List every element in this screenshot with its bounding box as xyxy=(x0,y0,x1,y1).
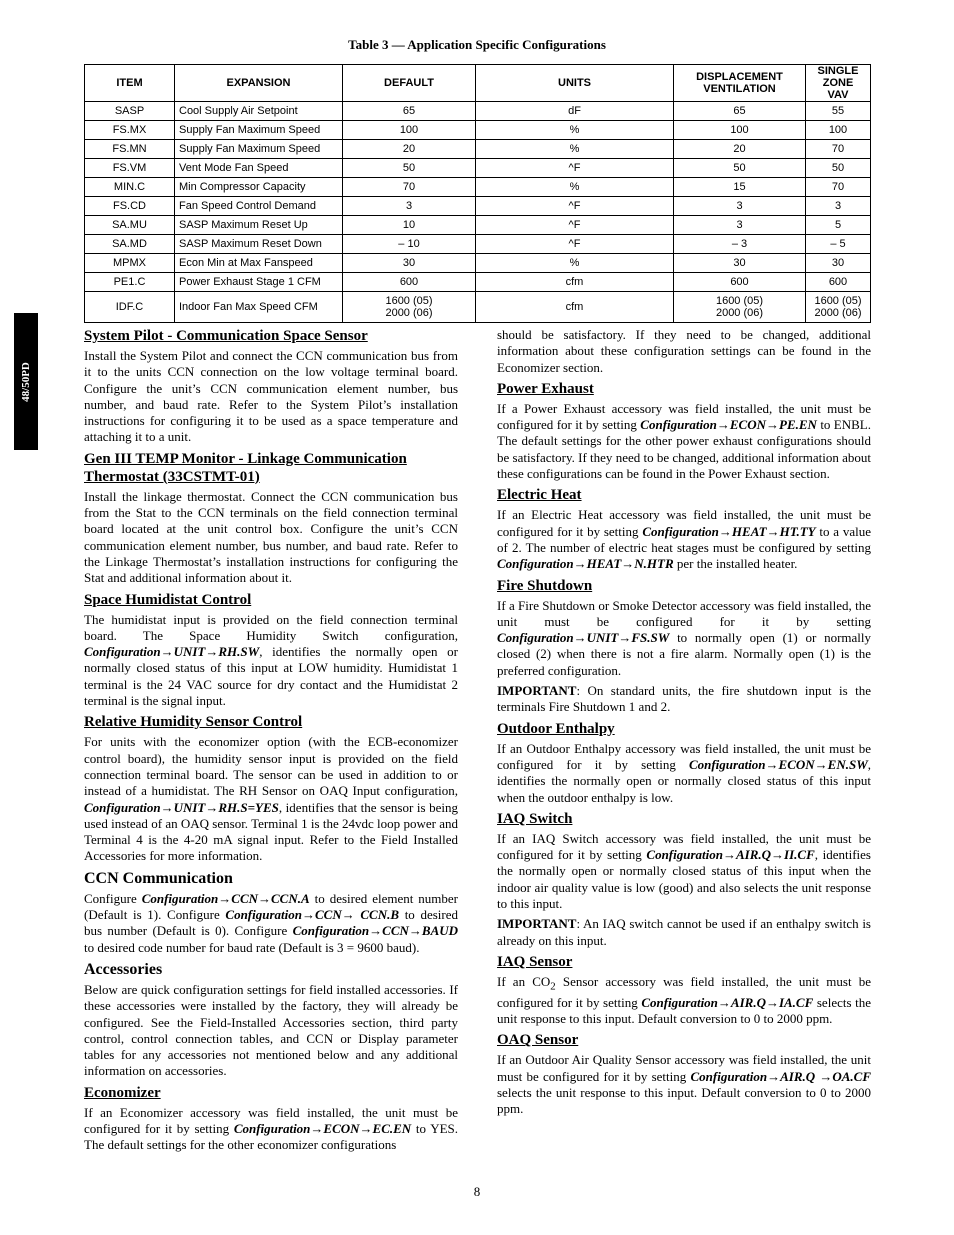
electric-heat-text-1: If an Electric Heat accessory was field installed, the unit must be configured for it by setting xyxy=(497,507,871,539)
accessories-text: Below are quick configuration settings for field installed accessories. If these accessories were installed by the factory, they will already be configured. See the Field-Installed Accessories section, third party control, control connection tables, and CCN or Display parameter tables for any accessories not mentioned below and any additional information on accessories. xyxy=(84,981,458,1079)
config-path-ccn-a: Configuration→CCN→CCN.A xyxy=(141,890,310,906)
cell-units: % xyxy=(476,121,674,140)
cell-item: PE1.C xyxy=(85,273,175,292)
table-header-row xyxy=(85,65,871,102)
economizer-text-2: to YES. The default settings for the other economizer configurations xyxy=(84,1120,459,1153)
cell-displacement-ventilation: 50 xyxy=(674,159,806,178)
header-single-zone-vav: SINGLE ZONE VAV xyxy=(806,65,871,102)
cell-item: FS.VM xyxy=(85,159,175,178)
iaq-sensor-text xyxy=(497,974,871,1027)
table-row xyxy=(85,235,871,254)
power-exhaust-text-2: to ENBL. The default settings for the other power exhaust configurations should be satisfactory. If they need to be changed, additional information about these configurations can be found in the Power Exhaust section. xyxy=(497,417,872,482)
gen3-text: Install the linkage thermostat. Connect the CCN communication bus from the Stat to the CCN terminals on the field connection terminal board located at the unit control box. Configure the unit’s CCN communication element number, bus number, and baud rate. Refer to the Linkage Thermostat’s installation instructions for configuring the Stat and additional information about it. xyxy=(84,488,458,586)
cell-displacement-ventilation: 15 xyxy=(674,178,806,197)
cell-item: MIN.C xyxy=(85,178,175,197)
cell-displacement-ventilation: – 3 xyxy=(674,235,806,254)
cell-single-zone-vav: 5 xyxy=(806,216,871,235)
cell-item: FS.CD xyxy=(85,197,175,216)
economizer-text-1: If an Economizer accessory was field installed, the unit must be configured for it by setting xyxy=(84,1104,458,1136)
cell-units: ^F xyxy=(476,197,674,216)
iaq-switch-text-1: If an IAQ Switch accessory was field installed, the unit must be configured for it by setting xyxy=(497,830,871,863)
table-row xyxy=(85,273,871,292)
humidistat-text xyxy=(84,612,458,710)
heading-iaq-switch: IAQ Switch xyxy=(497,810,573,827)
power-exhaust-text xyxy=(497,401,871,482)
cell-item: FS.MX xyxy=(85,121,175,140)
cell-default: 50 xyxy=(343,159,476,178)
cell-expansion: Min Compressor Capacity xyxy=(175,178,343,197)
cell-default: 3 xyxy=(343,197,476,216)
economizer-continued-text: should be satisfactory. If they need to be changed, additional information about these configuration settings can be found in the Economizer section. xyxy=(497,327,871,375)
cell-default: 10 xyxy=(343,216,476,235)
cell-default: 70 xyxy=(343,178,476,197)
table-row xyxy=(85,102,871,121)
table-row xyxy=(85,159,871,178)
iaq-sensor-text-1: If an CO xyxy=(497,973,551,989)
table-body xyxy=(85,102,871,323)
rh-sensor-text-1: For units with the economizer option (with the ECB-economizer control board), the humidity sensor input is provided on the field connection terminal board. The sensor can be used in addition to or instead of a humidistat. The RH Sensor on OAQ Input configuration, xyxy=(84,734,458,799)
electric-heat-text-2: to a value of 2. The number of electric heat stages must be configured by setting xyxy=(497,523,872,555)
cell-units: cfm xyxy=(476,273,674,292)
cell-displacement-ventilation: 65 xyxy=(674,102,806,121)
cell-units: % xyxy=(476,140,674,159)
cell-default: 600 xyxy=(343,273,476,292)
heading-ccn-communication: CCN Communication xyxy=(84,869,233,887)
side-tab-label: 48/50PD xyxy=(20,361,32,402)
cell-default: 100 xyxy=(343,121,476,140)
cell-default: 65 xyxy=(343,102,476,121)
cell-default: 30 xyxy=(343,254,476,273)
table-row xyxy=(85,216,871,235)
fire-shutdown-important-text: : On standard units, the fire shutdown input is the terminals Fire Shutdown 1 and 2. xyxy=(497,683,871,715)
ccn-text-4: to desired code number for baud rate (Default is 3 = 9600 baud). xyxy=(84,939,420,955)
config-path-ii-cf: Configuration→AIR.Q→II.CF xyxy=(646,847,815,863)
cell-expansion: SASP Maximum Reset Down xyxy=(175,235,343,254)
config-path-ht-ty: Configuration→HEAT→HT.TY xyxy=(642,523,816,539)
iaq-switch-text xyxy=(497,831,871,912)
rh-sensor-text xyxy=(84,734,458,864)
config-path-n-htr: Configuration→HEAT→N.HTR xyxy=(497,556,674,572)
config-path-ec-en: Configuration→ECON→EC.EN xyxy=(233,1120,412,1136)
cell-displacement-ventilation: 600 xyxy=(674,273,806,292)
header-units: UNITS xyxy=(476,65,674,102)
fire-shutdown-important xyxy=(497,683,871,716)
cell-item: IDF.C xyxy=(85,292,175,323)
electric-heat-text xyxy=(497,507,871,572)
table-row xyxy=(85,254,871,273)
cell-displacement-ventilation: 30 xyxy=(674,254,806,273)
cell-units: ^F xyxy=(476,216,674,235)
heading-iaq-sensor: IAQ Sensor xyxy=(497,953,573,970)
ccn-text-2: to desired element number (Default is 1). Configure xyxy=(84,890,459,923)
config-path-ccn-b: Configuration→CCN→ CCN.B xyxy=(225,907,400,923)
cell-displacement-ventilation: 20 xyxy=(674,140,806,159)
left-column xyxy=(84,327,458,1158)
cell-single-zone-vav: 50 xyxy=(806,159,871,178)
heading-accessories: Accessories xyxy=(84,960,163,978)
important-label: IMPORTANT xyxy=(497,683,577,699)
ccn-text-3: to desired bus number (Default is 0). Configure xyxy=(84,907,458,939)
heading-rh-sensor: Relative Humidity Sensor Control xyxy=(84,714,303,731)
cell-item: MPMX xyxy=(85,254,175,273)
heading-gen3-temp-monitor: Gen III TEMP Monitor - Linkage Communication Thermostat (33CSTMT-01) xyxy=(84,450,407,485)
header-default: DEFAULT xyxy=(343,65,476,102)
cell-expansion: Indoor Fan Max Speed CFM xyxy=(175,292,343,323)
side-tab xyxy=(14,313,38,450)
table-title: Table 3 — Application Specific Configurations xyxy=(348,37,606,52)
cell-single-zone-vav: 600 xyxy=(806,273,871,292)
iaq-switch-important-text: : An IAQ switch cannot be used if an enthalpy switch is already on this input. xyxy=(497,916,871,948)
cell-expansion: SASP Maximum Reset Up xyxy=(175,216,343,235)
cell-units: ^F xyxy=(476,159,674,178)
fire-shutdown-text-2: to normally open (1) or normally closed (2) when there is not a fire alarm. Normally open (1) is the preferred configuration. xyxy=(497,630,871,678)
config-path-ia-cf: Configuration→AIR.Q→IA.CF xyxy=(641,994,814,1010)
cell-units: % xyxy=(476,254,674,273)
cell-units: ^F xyxy=(476,235,674,254)
economizer-text xyxy=(84,1105,458,1154)
config-path-baud: Configuration→CCN→BAUD xyxy=(292,923,459,939)
config-path-rh-sw: Configuration→UNIT→RH.SW xyxy=(84,644,260,660)
cell-item: SASP xyxy=(85,102,175,121)
cell-expansion: Econ Min at Max Fanspeed xyxy=(175,254,343,273)
important-label: IMPORTANT xyxy=(497,916,577,932)
config-path-fs-sw: Configuration→UNIT→FS.SW xyxy=(497,630,670,646)
config-path-rh-s: Configuration→UNIT→RH.S=YES xyxy=(84,799,279,815)
outdoor-enthalpy-text xyxy=(497,741,871,806)
co2-subscript: 2 xyxy=(550,980,556,993)
cell-expansion: Fan Speed Control Demand xyxy=(175,197,343,216)
cell-displacement-ventilation: 100 xyxy=(674,121,806,140)
cell-item: SA.MD xyxy=(85,235,175,254)
cell-displacement-ventilation: 3 xyxy=(674,197,806,216)
right-column xyxy=(497,327,871,1122)
system-pilot-text: Install the System Pilot and connect the CCN communication bus from it to the units CCN connection on the low voltage terminal board. Configure the unit’s CCN communication element number, bus number, and baud rate. Refer to the System Pilot’s installation instructions for configuring it to be used as a space temperature and attaching it to a unit. xyxy=(84,348,458,445)
cell-displacement-ventilation: 1600 (05) 2000 (06) xyxy=(674,292,806,323)
iaq-sensor-text-2: Sensor accessory was field installed, the unit must be configured for it by setting xyxy=(497,973,871,1010)
cell-single-zone-vav: 100 xyxy=(806,121,871,140)
cell-default: – 10 xyxy=(343,235,476,254)
outdoor-enthalpy-text-1: If an Outdoor Enthalpy accessory was field installed, the unit must be configured for it by setting xyxy=(497,740,871,772)
cell-expansion: Supply Fan Maximum Speed xyxy=(175,121,343,140)
cell-expansion: Power Exhaust Stage 1 CFM xyxy=(175,273,343,292)
table-row xyxy=(85,178,871,197)
table-row xyxy=(85,292,871,323)
cell-units: dF xyxy=(476,102,674,121)
cell-single-zone-vav: 1600 (05) 2000 (06) xyxy=(806,292,871,323)
oaq-sensor-text xyxy=(497,1052,871,1117)
outdoor-enthalpy-text-2: , identifies the normally open or normally closed status of this input when the outdoor enthalpy is low. xyxy=(497,756,872,805)
heading-fire-shutdown: Fire Shutdown xyxy=(497,577,593,594)
header-expansion: EXPANSION xyxy=(175,65,343,102)
page-number: 8 xyxy=(473,1184,481,1199)
cell-expansion: Supply Fan Maximum Speed xyxy=(175,140,343,159)
heading-power-exhaust: Power Exhaust xyxy=(497,380,594,397)
cell-single-zone-vav: 70 xyxy=(806,140,871,159)
humidistat-text-1: The humidistat input is provided on the field connection terminal board. The Space Humidity Switch configuration, xyxy=(84,611,458,643)
cell-single-zone-vav: 3 xyxy=(806,197,871,216)
humidistat-text-2: , identifies the normally open or normally closed status of this input at LOW humidity. Humidistat 1 terminal is the 24 VAC source for dry contact and the Humidistat 2 terminal is the signal input. xyxy=(84,644,458,709)
cell-item: SA.MU xyxy=(85,216,175,235)
heading-electric-heat: Electric Heat xyxy=(497,487,582,504)
electric-heat-text-3: per the installed heater. xyxy=(676,556,798,572)
cell-single-zone-vav: 55 xyxy=(806,102,871,121)
fire-shutdown-text-1: If a Fire Shutdown or Smoke Detector accessory was field installed, the unit must be configured for it by setting xyxy=(497,597,871,629)
iaq-switch-important xyxy=(497,916,871,949)
cell-units: % xyxy=(476,178,674,197)
header-item: ITEM xyxy=(85,65,175,102)
cell-expansion: Vent Mode Fan Speed xyxy=(175,159,343,178)
table-row xyxy=(85,197,871,216)
config-path-en-sw: Configuration→ECON→EN.SW xyxy=(688,756,868,772)
rh-sensor-text-2: , identifies that the sensor is being used instead of an OAQ sensor. Terminal 1 is the 24vdc loop power and Terminal 4 is the 4-20 mA signal input. Refer to the Field Installed Accessories for more information. xyxy=(84,799,458,864)
config-path-pe-en: Configuration→ECON→PE.EN xyxy=(640,417,817,433)
config-path-oa-cf: Configuration→AIR.Q →OA.CF xyxy=(690,1068,871,1084)
cell-expansion: Cool Supply Air Setpoint xyxy=(175,102,343,121)
cell-single-zone-vav: 70 xyxy=(806,178,871,197)
heading-economizer: Economizer xyxy=(84,1084,161,1101)
header-displacement-ventilation: DISPLACEMENT VENTILATION xyxy=(674,65,806,102)
cell-item: FS.MN xyxy=(85,140,175,159)
ccn-text-1: Configure xyxy=(84,890,137,906)
cell-single-zone-vav: – 5 xyxy=(806,235,871,254)
heading-system-pilot: System Pilot - Communication Space Sensor xyxy=(84,328,368,344)
power-exhaust-text-1: If a Power Exhaust accessory was field installed, the unit must be configured for it by setting xyxy=(497,400,871,433)
cell-units: cfm xyxy=(476,292,674,323)
heading-outdoor-enthalpy: Outdoor Enthalpy xyxy=(497,720,615,737)
iaq-sensor-text-3: selects the unit response to this input. Default conversion to 0 to 2000 ppm. xyxy=(497,994,872,1027)
heading-oaq-sensor: OAQ Sensor xyxy=(497,1032,579,1049)
cell-default: 20 xyxy=(343,140,476,159)
oaq-sensor-text-1: If an Outdoor Air Quality Sensor accessory was field installed, the unit must be configured for it by setting xyxy=(497,1052,871,1084)
table-row xyxy=(85,140,871,159)
cell-default: 1600 (05) 2000 (06) xyxy=(343,292,476,323)
heading-space-humidistat: Space Humidistat Control xyxy=(84,591,252,608)
oaq-sensor-text-2: selects the unit response to this input. Default conversion to 0 to 2000 ppm. xyxy=(497,1084,871,1117)
configuration-table xyxy=(84,64,871,323)
cell-displacement-ventilation: 3 xyxy=(674,216,806,235)
cell-single-zone-vav: 30 xyxy=(806,254,871,273)
table-row xyxy=(85,121,871,140)
ccn-text xyxy=(84,891,458,956)
fire-shutdown-text xyxy=(497,598,871,679)
iaq-switch-text-2: , identifies the normally open or normally closed status of this input when the indoor air quality value is low (good) and also selects the unit response to this input. xyxy=(497,847,871,912)
